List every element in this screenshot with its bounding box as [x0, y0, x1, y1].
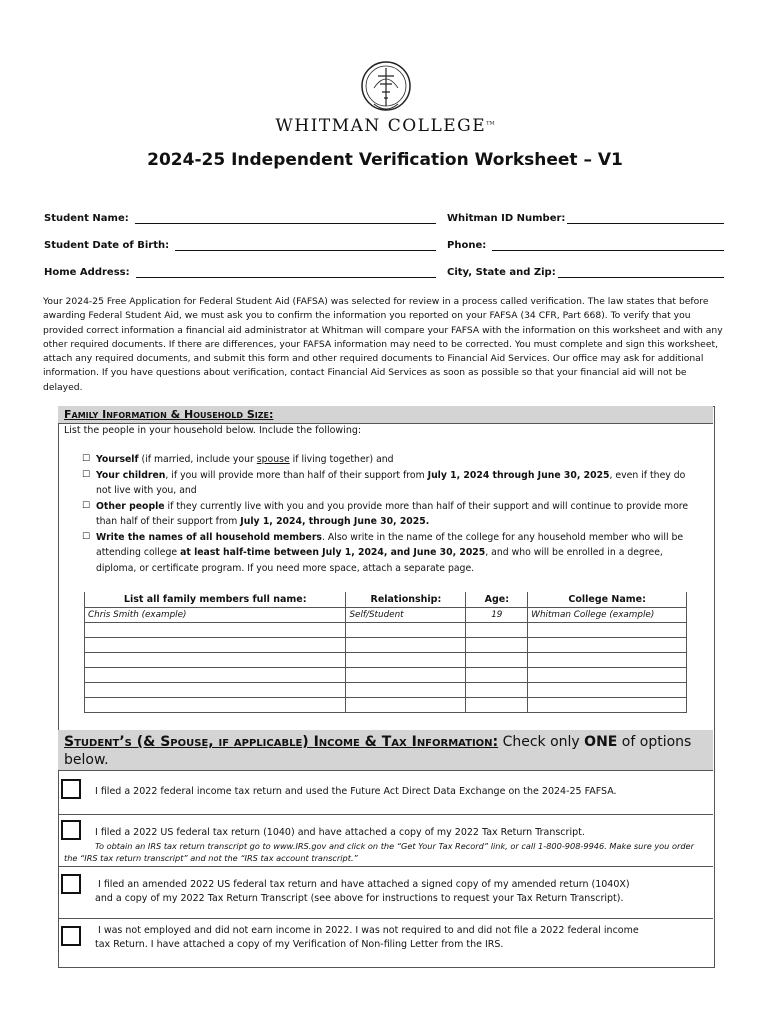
cell-name: Chris Smith (example)	[85, 608, 346, 623]
city-state-zip-label: City, State and Zip:	[447, 267, 556, 278]
option-2-note: To obtain an IRS tax return transcript go to www.IRS.gov and click on the “Get Your Tax Record” link, or call 1-800-908-9946. Make sure you order the “IRS tax return transcript” and not the “IRS tax account transcript.”	[64, 841, 694, 863]
option-2-checkbox[interactable]	[61, 820, 81, 840]
student-name-field[interactable]	[44, 213, 436, 224]
option-3-checkbox[interactable]	[61, 874, 81, 894]
cell-college: Whitman College (example)	[528, 608, 687, 623]
household-bullets	[82, 452, 702, 576]
city-state-zip-field[interactable]	[447, 267, 724, 278]
family-members-table	[84, 592, 687, 713]
family-section-heading: Family Information & Household Size:	[58, 406, 713, 424]
option-3-text-a: I filed an amended 2022 US federal tax return and have attached a signed copy of my amended return (1040X)	[98, 879, 630, 890]
table-row[interactable]	[85, 683, 687, 698]
whitman-id-field[interactable]	[447, 213, 724, 224]
table-row[interactable]	[85, 623, 687, 638]
table-row[interactable]	[85, 638, 687, 653]
bullet-yourself: ☐ Yourself (if married, include your spouse if living together) and	[82, 452, 702, 468]
phone-field[interactable]	[447, 240, 724, 251]
intro-paragraph: Your 2024-25 Free Application for Federal Student Aid (FAFSA) was selected for review in a process called verification. The law states that before awarding Federal Student Aid, we must ask you to confirm the information you reported on your FAFSA (34 CFR, Part 668). To verify that you provided correct information a financial aid administrator at Whitman will compare your FAFSA with the information on this worksheet and with any other required documents. If there are differences, your FAFSA information may need to be corrected. You must complete and sign this worksheet, attach any required documents, and submit this form and other required documents to Financial Aid Services. Our office may ask for additional information. If you have questions about verification, contact Financial Aid Services as soon as possible so that your financial aid will not be delayed.	[43, 296, 723, 393]
date-of-birth-label: Student Date of Birth:	[44, 240, 170, 251]
table-row[interactable]	[85, 668, 687, 683]
family-instruction: List the people in your household below. Include the following:	[64, 425, 362, 436]
cell-age: 19	[466, 608, 528, 623]
college-name: WHITMAN COLLEGE™	[275, 116, 495, 136]
table-row-example	[85, 608, 687, 623]
income-section-heading: Student’s (& Spouse, if applicable) Income & Tax Information: Check only ONE of options below.	[58, 730, 713, 770]
col-header-college: College Name:	[528, 592, 687, 608]
cell-relationship: Self/Student	[346, 608, 466, 623]
whitman-id-label: Whitman ID Number:	[447, 213, 566, 224]
whitman-seal-logo	[356, 58, 416, 124]
bullet-write-names: ☐ Write the names of all household members. Also write in the name of the college for any household member who will be attending college at least half-time between July 1, 2024, and June 30, 2025, and who will be enrolled in a degree, diploma, or certificate program. If you need more space, attach a separate page.	[82, 530, 702, 577]
bullet-children: ☐ Your children, if you will provide more than half of their support from July 1, 2024 through June 30, 2025, even if they do not live with you, and	[82, 468, 702, 499]
checkbox-icon: ☐	[82, 531, 91, 542]
option-4-text-a: I was not employed and did not earn income in 2022. I was not required to and did not file a 2022 federal income	[98, 925, 639, 936]
option-2-text: I filed a 2022 US federal tax return (1040) and have attached a copy of my 2022 Tax Return Transcript.	[95, 827, 585, 838]
checkbox-icon: ☐	[82, 454, 91, 464]
date-of-birth-field[interactable]	[44, 240, 436, 251]
option-1-checkbox[interactable]	[61, 779, 81, 799]
table-row[interactable]	[85, 698, 687, 713]
option-4-text-b: tax Return. I have attached a copy of my Verification of Non-filing Letter from the IRS.	[95, 939, 504, 950]
phone-label: Phone:	[447, 240, 487, 251]
col-header-relationship: Relationship:	[346, 592, 466, 608]
table-row[interactable]	[85, 653, 687, 668]
bullet-other-people: ☐ Other people if they currently live with you and you provide more than half of their support and will continue to provide more than half of their support from July 1, 2024, through June 30, 2025.	[82, 499, 702, 530]
checkbox-icon: ☐	[82, 500, 91, 511]
page-title: 2024-25 Independent Verification Worksheet – V1	[147, 150, 623, 170]
table-header-row	[85, 592, 687, 608]
home-address-label: Home Address:	[44, 267, 130, 278]
home-address-field[interactable]	[44, 267, 436, 278]
option-1-text: I filed a 2022 federal income tax return and used the Future Act Direct Data Exchange on the 2024-25 FAFSA.	[95, 786, 617, 797]
option-4-checkbox[interactable]	[61, 926, 81, 946]
checkbox-icon: ☐	[82, 469, 91, 480]
col-header-age: Age:	[466, 592, 528, 608]
col-header-name: List all family members full name:	[85, 592, 346, 608]
option-3-text-b: and a copy of my 2022 Tax Return Transcript (see above for instructions to request your Tax Return Transcript).	[95, 893, 624, 904]
student-name-label: Student Name:	[44, 213, 129, 224]
